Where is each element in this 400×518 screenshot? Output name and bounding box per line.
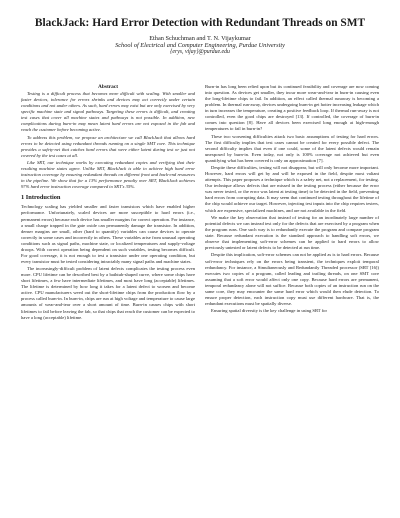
body-paragraph: Burn-in has long been relied upon but its continued feasibility and coverage are now coming into question. As devices get smaller, they incur more wear-and-tear in burn-in causing even the long-lifetime chips to fail. In addition, an effect called thermal runaway is becoming a problem. In thermal run-away, devices undergoing burn-in get hotter increasing leakage which in turn increases the temperature, creating a positive feedback loop. If thermal run-away is not controlled, even the good chips are destroyed [13]. If controlled, the coverage of burn-in comes into question [8]. Have all devices been exercised long enough at high-enough temperatures to fail in burn-in?: [205, 84, 379, 132]
abstract-paragraph: To address this problem, we propose an architecture we call BlackJack that allows hard errors to be detected using redundant threads running on a single SMT core. This technique provides a safety-net that catches hard errors that were either latent during test or just not covered by the test cases at all.: [21, 134, 195, 158]
intro-paragraph: The increasingly-difficult problem of latent defects complicates the testing process even more. CPU lifetime can be described best by a bathtub-shaped curve, where some chips have short lifetimes, a few have intermediate lifetimes, and most have long (acceptable) lifetimes. The lifetime is determined by how long it takes for a latent defect to worsen and become active. CPU manufacturers weed out the short-lifetime chips from the production flow by a process called burn-in. In burn-in, chips are run at high voltage and temperature to cause large amounts of wear-and-tear over a short amount of time. Burn-in causes chips with short lifetimes to fail before leaving the fab, so that chips that reach the customer can be expected to have a long (acceptable) lifetime.: [21, 266, 195, 320]
body-paragraph: These two worsening difficulties attack two basic assumptions of testing for hard errors. The first difficulty implies that test cases cannot be created for every possible defect. The second difficulty implies that even if one could, some of the latent defects would remain unexposed by burn-in. Even today, not only is 100% coverage not achieved but even quantifying what has been covered is only an approximation [7].: [205, 133, 379, 163]
section-heading-introduction: 1 Introduction: [21, 194, 61, 202]
abstract-heading: Abstract: [97, 84, 119, 90]
body-paragraph: We make the key observation that instead of testing for an inordinately large number of potential defects we can instead test only for the defects that are exercised by a program when the program runs. One such way is to redundantly execute the program and compare program state. Because redundant execution is the standard approach to handling soft errors, we observe that implementing soft-error schemes can be applied to hard errors to allow previously untested or latent defects to be detected at run time.: [205, 214, 379, 251]
right-column: [205, 84, 379, 322]
body-paragraph: Despite these difficulties, testing will not disappear, but will only become more important. However, hard errors will get by and will be exposed in the field, despite most valiant attempts. This paper proposes a technique which is a safety net, not a replacement, for testing. Our technique allows defects that are missed in the testing process (either because the error was never tested, or the error was latent at testing time) to be detected in the field, preventing hard errors from corrupting data. It may seem that continued testing throughout the lifetime of the chip would achieve our target. However, injecting test inputs into the chip requires testers, which are expensive, specialized machines, and are not available in the field.: [205, 165, 379, 213]
abstract: [21, 84, 195, 190]
paper-title: BlackJack: Hard Error Detection with Redundant Threads on SMT: [34, 17, 366, 29]
paper-email: {erys, vijay}@purdue.edu: [170, 49, 230, 55]
abstract-paragraph: Testing is a difficult process that becomes more difficult with scaling. With smaller and faster devices, tolerance for errors shrinks and devices may act correctly under certain conditions and not under others. As such, hard errors may exist but are only exercised by very specific machine state and signal pathways. Targeting these errors is difficult, and creating test cases that cover all machine states and pathways is not possible. In addition, new complications during burn-in may mean latent hard errors are not exposed in the fab and reach the customer before becoming active.: [21, 91, 195, 133]
abstract-paragraph: Like SRT, our technique works by executing redundant copies and verifying that their resulting machine states agree. Unlike SRT, BlackJack is able to achieve high hard error instruction coverage by ensuring redundant threads on different front and back-end resources in the pipeline. We show that for a 13% performance penalty over SRT, BlackJack achieves 97% hard error instruction coverage compared to SRT's 35%.: [21, 160, 195, 190]
left-column: [21, 84, 195, 322]
body-paragraph: Despite this implication, soft-error schemes can not be applied as is to hard errors. Because soft-error techniques rely on the errors being transient, the techniques exploit temporal redundancy. For instance, a Simultaneously and Redundantly Threaded processor (SRT [16]) executes two copies of a program, called leading and trailing threads, on one SMT core assuming that a soft error would affect only one copy. Because hard errors are permanent, temporal redundancy alone will not suffice. Because both copies of an instruction run on the same core, they may encounter the same hard error which would then elude detection. To ensure proper detection, each instruction copy must use different hardware. That is, the redundant executions must be spatially diverse.: [205, 252, 379, 306]
paper-authors: Ethan Schuchman and T. N. Vijaykumar: [149, 35, 251, 42]
paper-affiliation: School of Electrical and Computer Engineering, Purdue University: [115, 42, 285, 49]
body-columns: [21, 84, 379, 322]
intro-paragraph: Technology scaling has yielded smaller and faster transistors which have enabled higher performance. Unfortunately, scaled devices are more susceptible to hard errors (i.e., permanent errors) because each device has smaller margins for correct operation. For instance, a small charge trapped in the gate oxide can permanently damage the transistor. In addition, denser margins are small, other (hard to quantify) variables can cause devices to operate correctly in some cases and incorrectly in others. These variables arise from unusual operating conditions such as signal paths, machine state, or localized temperatures and supply-voltage droops. With correct operation being dependent on such variables, testing becomes difficult. For good coverage, it is not enough to test a transistor under one operating condition, but every transistor must be tested considering intractably many signal paths and machine states.: [21, 204, 195, 264]
body-paragraph: Ensuring spatial diversity is the key challenge in using SRT for: [211, 308, 327, 314]
